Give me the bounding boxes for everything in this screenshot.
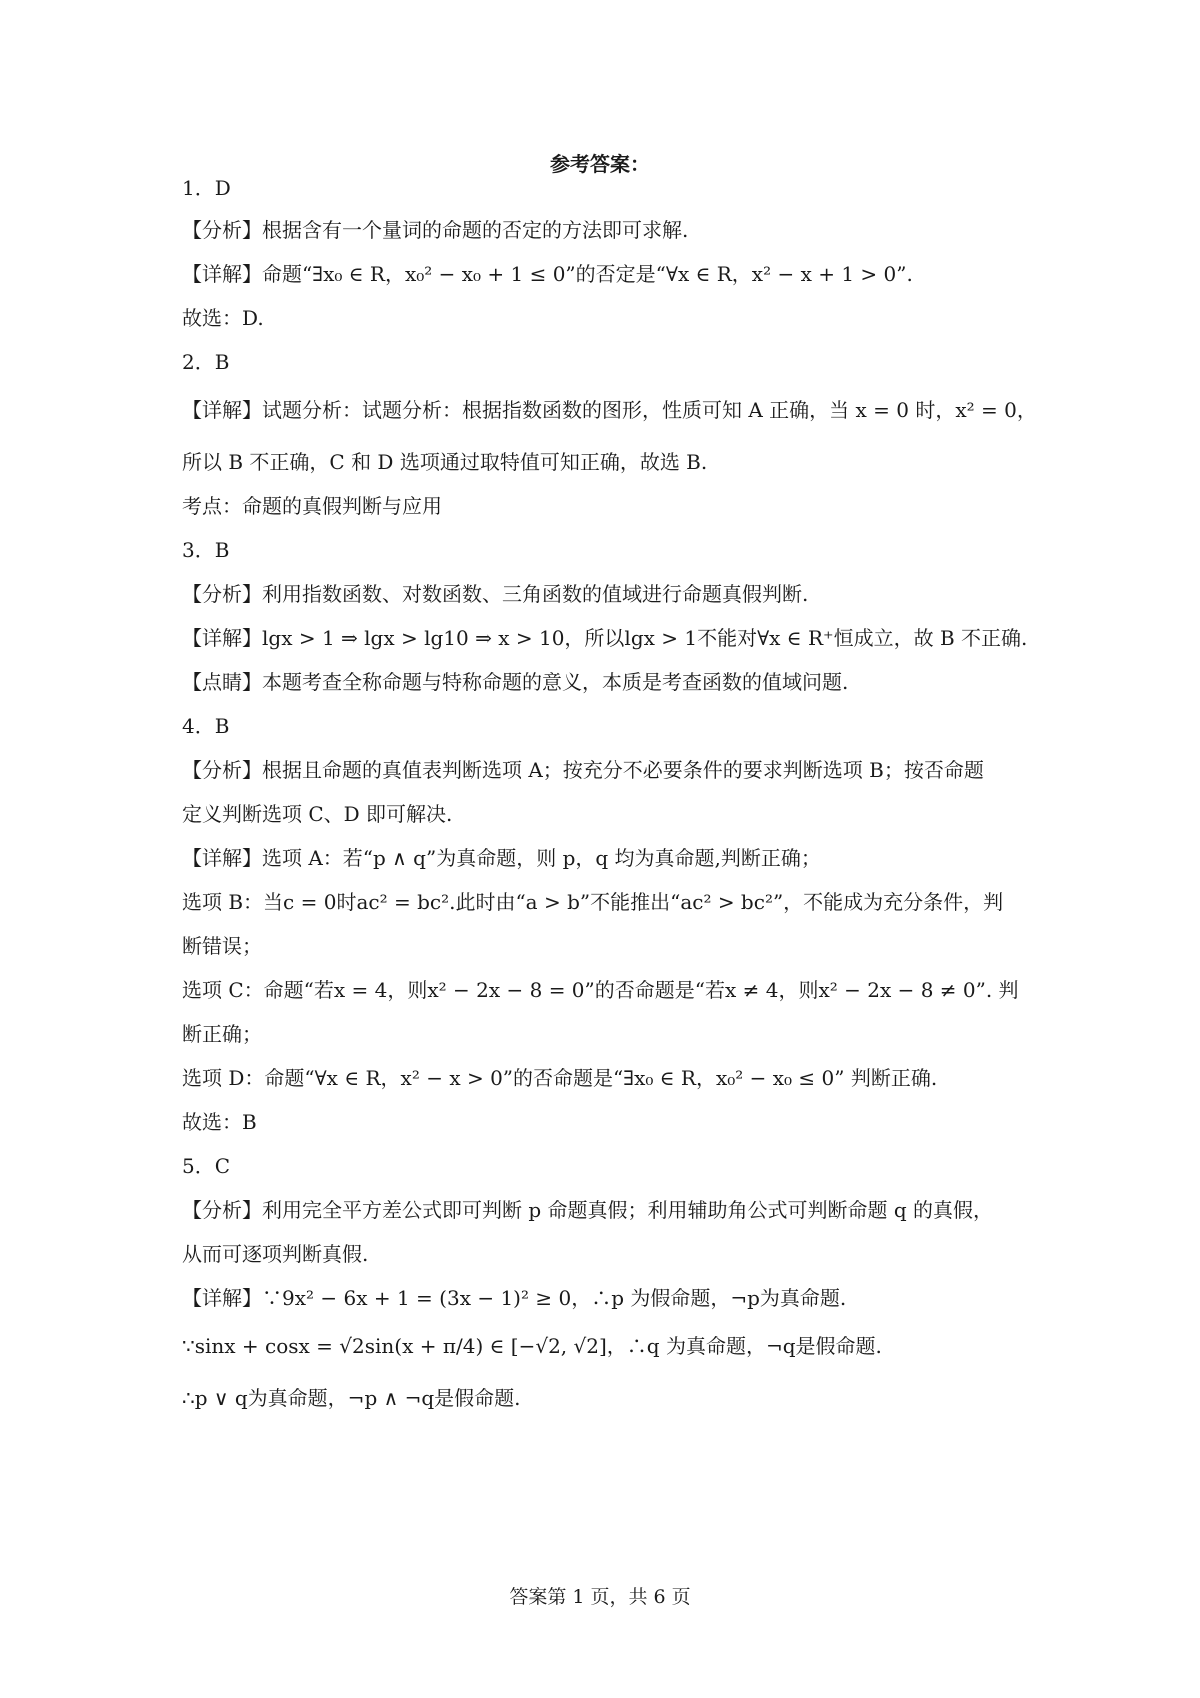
answer-line: 【详解】试题分析：试题分析：根据指数函数的图形，性质可知 A 正确，当 x = 0 时，x² = 0， [182, 398, 1037, 422]
answer-line: 5．C [182, 1154, 231, 1178]
answer-line: 3．B [182, 538, 230, 562]
answer-line: 【点睛】本题考查全称命题与特称命题的意义，本质是考查函数的值域问题. [182, 670, 849, 694]
answer-line: 选项 C：命题“若x = 4，则x² − 2x − 8 = 0”的否命题是“若x ≠ 4，则x² − 2x − 8 ≠ 0”. 判 [182, 978, 1019, 1002]
answer-line: 选项 B：当c = 0时ac² = bc².此时由“a > b”不能推出“ac² > bc²”，不能成为充分条件，判 [182, 890, 1004, 914]
page-footer: 答案第 1 页，共 6 页 [509, 1586, 691, 1608]
answer-line: 断错误； [182, 934, 262, 958]
answer-line: 所以 B 不正确，C 和 D 选项通过取特值可知正确，故选 B. [182, 450, 708, 474]
answer-line: 考点：命题的真假判断与应用 [182, 494, 442, 518]
answer-line: 2．B [182, 350, 230, 374]
answer-line: 定义判断选项 C、D 即可解决. [182, 802, 453, 826]
answer-line: 4．B [182, 714, 230, 738]
answer-line: ∵sinx + cosx = √2sin(x + π/4) ∈ [−√2, √2]，∴q 为真命题，¬q是假命题. [182, 1334, 882, 1358]
answer-line: 从而可逐项判断真假. [182, 1242, 369, 1266]
answer-line: 【详解】命题“∃x₀ ∈ R，x₀² − x₀ + 1 ≤ 0”的否定是“∀x ∈ R，x² − x + 1 > 0”. [182, 262, 913, 286]
answer-line: 断正确； [182, 1022, 262, 1046]
answer-line: 【分析】利用完全平方差公式即可判断 p 命题真假；利用辅助角公式可判断命题 q 的真假， [182, 1198, 994, 1222]
answer-line: 【分析】根据且命题的真值表判断选项 A；按充分不必要条件的要求判断选项 B；按否命题 [182, 758, 984, 782]
answer-line: 【分析】利用指数函数、对数函数、三角函数的值域进行命题真假判断. [182, 582, 809, 606]
answer-line: 【详解】∵9x² − 6x + 1 = (3x − 1)² ≥ 0，∴p 为假命题，¬p为真命题. [182, 1286, 847, 1310]
answer-line: 故选：D. [182, 306, 264, 330]
answer-line: 故选：B [182, 1110, 257, 1134]
answer-line: 1．D [182, 176, 231, 200]
answer-line: ∴p ∨ q为真命题，¬p ∧ ¬q是假命题. [182, 1386, 521, 1410]
answer-line: 【分析】根据含有一个量词的命题的否定的方法即可求解. [182, 218, 689, 242]
answer-line: 选项 D：命题“∀x ∈ R，x² − x > 0”的否命题是“∃x₀ ∈ R，x₀² − x₀ ≤ 0” 判断正确. [182, 1066, 938, 1090]
answer-line: 【详解】lgx > 1 ⇒ lgx > lg10 ⇒ x > 10，所以lgx > 1不能对∀x ∈ R⁺恒成立，故 B 不正确. [182, 626, 1028, 650]
page-title: 参考答案： [550, 152, 650, 176]
answer-line: 【详解】选项 A：若“p ∧ q”为真命题，则 p，q 均为真命题,判断正确； [182, 846, 821, 870]
